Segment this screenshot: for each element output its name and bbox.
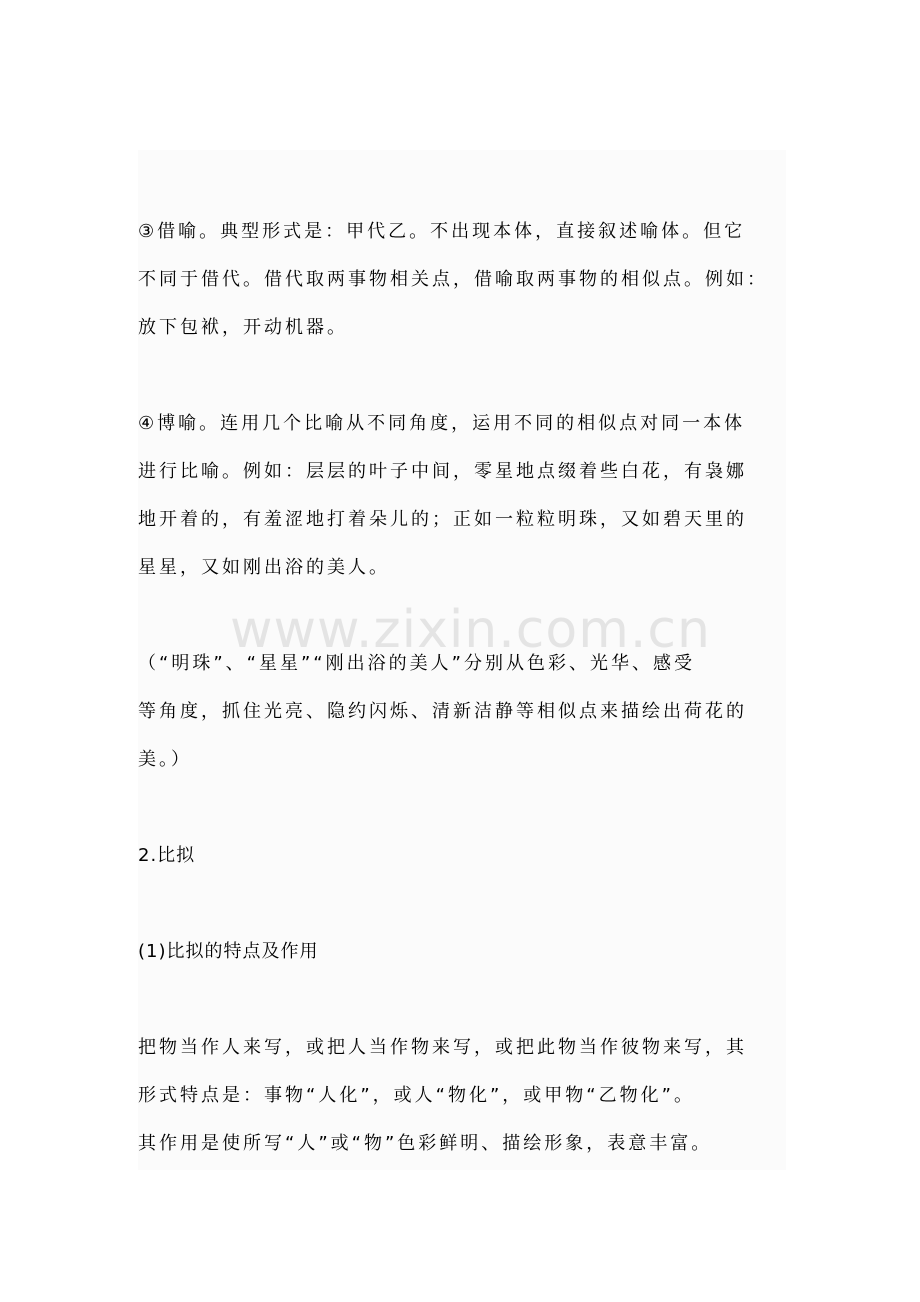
text-line: 美。） — [138, 749, 192, 770]
paragraph-biniu-definition — [138, 1024, 798, 1168]
section-heading — [138, 832, 798, 880]
subsection-title-features: (1)比拟的特点及作用 — [138, 941, 319, 962]
paragraph-annotation — [138, 640, 798, 784]
text-line: ③借喻。典型形式是：甲代乙。不出现本体，直接叙述喻体。但它 — [138, 221, 746, 242]
subsection-heading — [138, 928, 798, 976]
document-body — [138, 160, 798, 1168]
text-line: 进行比喻。例如：层层的叶子中间，零星地点缀着些白花，有袅娜 — [138, 461, 747, 482]
text-line: 形式特点是：事物“人化”，或人“物化”，或甲物“乙物化”。 — [138, 1085, 695, 1106]
paragraph-boyu — [138, 400, 798, 592]
text-line: ④博喻。连用几个比喻从不同角度，运用不同的相似点对同一本体 — [138, 413, 746, 434]
watermark-text: www.zixin.com.cn — [230, 600, 711, 660]
text-line: 地开着的，有羞涩地打着朵儿的；正如一粒粒明珠，又如碧天里的 — [138, 509, 747, 530]
text-line: 把物当作人来写，或把人当作物来写，或把此物当作彼物来写，其 — [138, 1037, 747, 1058]
section-title-biniu: 2.比拟 — [138, 845, 196, 866]
text-line: 其作用是使所写“人”或“物”色彩鲜明、描绘形象，表意丰富。 — [138, 1133, 713, 1154]
paragraph-jieyu — [138, 208, 798, 352]
text-line: 放下包袱，开动机器。 — [138, 317, 348, 338]
text-line: 星星，又如刚出浴的美人。 — [138, 557, 390, 578]
text-line: 不同于借代。借代取两事物相关点，借喻取两事物的相似点。例如： — [138, 269, 768, 290]
text-line: 等角度，抓住光亮、隐约闪烁、清新洁静等相似点来描绘出荷花的 — [138, 701, 747, 722]
text-line: （“明珠”、“星星”“刚出浴的美人”分别从色彩、光华、感受 — [138, 653, 695, 674]
